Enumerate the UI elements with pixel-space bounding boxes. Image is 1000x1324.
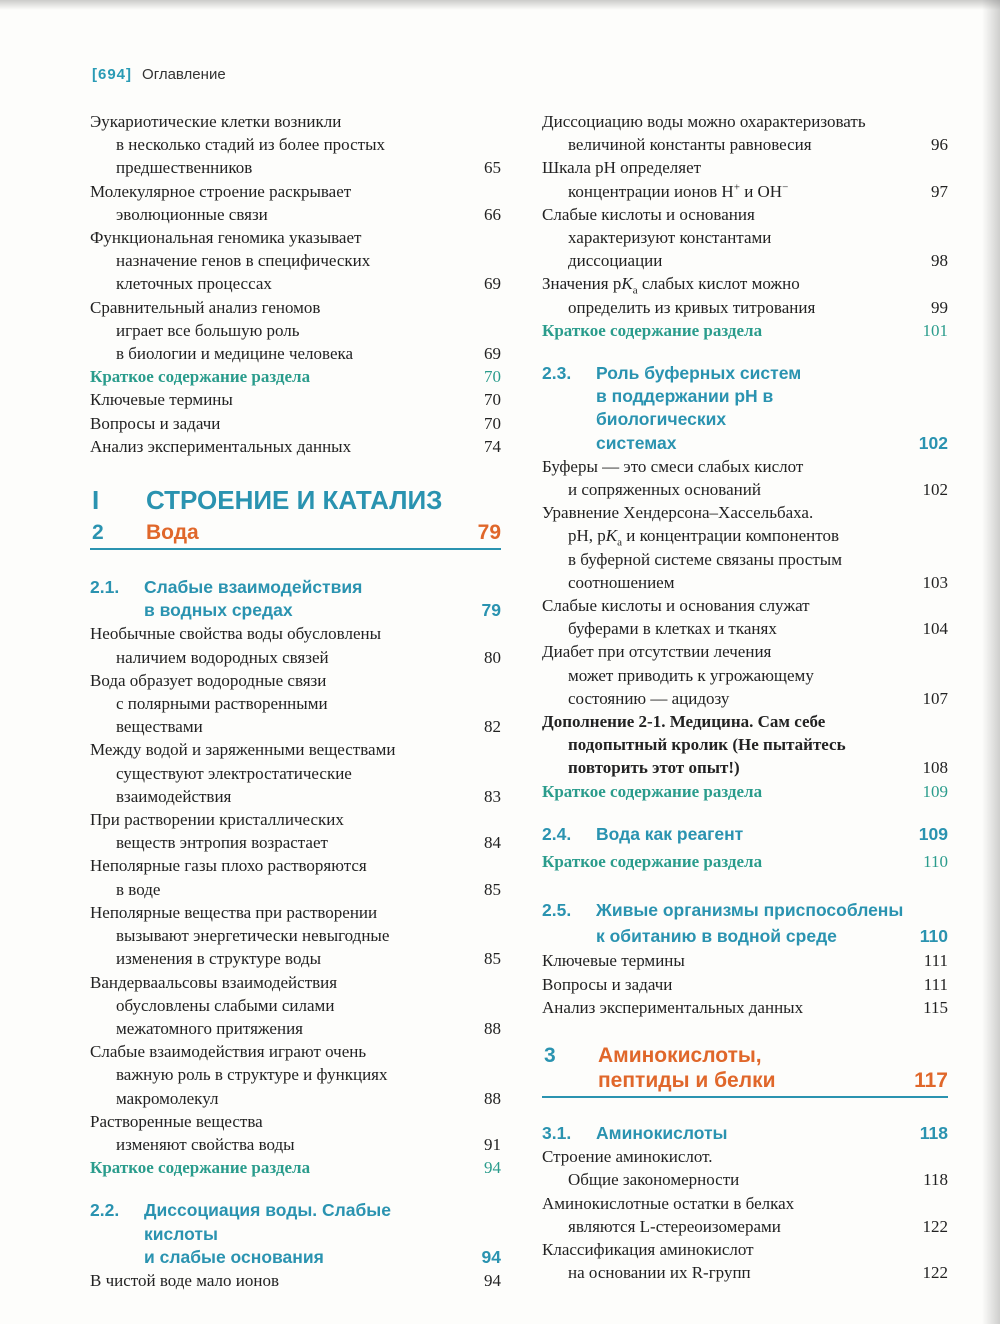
page-ref: 79 xyxy=(477,521,501,545)
page-ref: 122 xyxy=(922,1216,948,1236)
toc-entry[interactable]: Вопросы и задачи 70 xyxy=(90,412,501,435)
toc-entry[interactable]: Неполярные вещества при растворении вызывают энергетически невыгодные изменения в структуре воды 85 xyxy=(90,901,501,971)
page-ref: 69 xyxy=(484,274,501,294)
section-number: 2.4. xyxy=(542,823,572,844)
page-ref: 80 xyxy=(484,647,501,667)
page-ref: 84 xyxy=(484,833,501,853)
toc-entry[interactable]: Необычные свойства воды обусловлены наличием водородных связей 80 xyxy=(90,622,501,668)
page-ref: 94 xyxy=(484,1270,501,1290)
left-column xyxy=(90,110,501,1292)
toc-entry[interactable]: Сравнительный анализ геномов играет все большую роль в биологии и медицине человека 69 xyxy=(90,296,501,366)
toc-entry[interactable]: Значения $pK_a$ слабых кислот можно определить из кривых титрования 99 xyxy=(542,272,948,318)
page-ref: 110 xyxy=(923,852,948,872)
toc-entry[interactable]: Функциональная геномика указывает назначение генов в специфических клеточных процессах 69 xyxy=(90,226,501,296)
page-ref: 65 xyxy=(484,158,501,178)
toc-entry[interactable]: Классификация аминокислот на основании их R-групп 122 xyxy=(542,1238,948,1284)
toc-entry[interactable]: Буферы — это смеси слабых кислот и сопряженных оснований 102 xyxy=(542,455,948,501)
toc-entry[interactable]: Неполярные газы плохо растворяются в воде 85 xyxy=(90,854,501,900)
page-ref: 102 xyxy=(922,480,948,500)
toc-summary-entry[interactable]: Краткое содержание раздела 94 xyxy=(90,1156,501,1179)
page-ref: 97 xyxy=(931,181,948,201)
section-number: 3.1. xyxy=(542,1122,572,1143)
page-ref: 66 xyxy=(484,204,501,224)
toc-box-entry[interactable]: Дополнение 2-1. Медицина. Сам себе подопытный кролик (Не пытайтесь повторить этот опыт!) 108 xyxy=(542,710,948,780)
page-ref: 103 xyxy=(922,572,948,592)
page-ref: 70 xyxy=(484,390,501,410)
page-ref: 70 xyxy=(484,413,501,433)
scan-top-shadow xyxy=(0,0,1000,10)
right-column xyxy=(542,110,948,1284)
toc-entry[interactable]: Эукариотические клетки возникли в несколько стадий из более простых предшественников 65 xyxy=(90,110,501,180)
toc-entry[interactable]: В чистой воде мало ионов 94 xyxy=(90,1269,501,1292)
toc-summary-entry[interactable]: Краткое содержание раздела 110 xyxy=(542,850,948,873)
page-ref: 85 xyxy=(484,949,501,969)
chapter-number: 2 xyxy=(92,521,104,545)
page-ref: 88 xyxy=(484,1088,501,1108)
page-ref: 74 xyxy=(484,436,501,456)
toc-entry[interactable]: Вода образует водородные связи с полярными растворенными веществами 82 xyxy=(90,669,501,739)
toc-entry[interactable]: Вопросы и задачи 111 xyxy=(542,973,948,996)
section-heading[interactable]: 2.3. Роль буферных систем в поддержании pH в биологических системах 102 xyxy=(542,362,948,455)
part-number: I xyxy=(92,485,100,516)
toc-entry[interactable]: Аминокислотные остатки в белках являются L-стереоизомерами 122 xyxy=(542,1192,948,1238)
toc-entry[interactable]: Уравнение Хендерсона–Хассельбаха. pH, $pK_a$ и концентрации компонентов в буферной системе связаны простым соотношением 103 xyxy=(542,501,948,594)
page-ref: 69 xyxy=(484,344,501,364)
toc-entry[interactable]: Слабые взаимодействия играют очень важную роль в структуре и функциях макромолекул 88 xyxy=(90,1040,501,1110)
page-ref: 94 xyxy=(484,1158,501,1178)
page-ref: 122 xyxy=(922,1263,948,1283)
page-ref: 82 xyxy=(484,717,501,737)
page-header xyxy=(92,66,226,83)
header-title: Оглавление xyxy=(142,66,226,83)
section-number: 2.3. xyxy=(542,363,572,384)
chapter-heading[interactable]: 3 Аминокислоты, пептиды и белки 117 xyxy=(542,1043,948,1098)
toc-entry[interactable]: Анализ экспериментальных данных 74 xyxy=(90,435,501,458)
toc-entry[interactable]: Слабые кислоты и основания характеризуют константами диссоциации 98 xyxy=(542,203,948,273)
section-heading[interactable]: 3.1. Аминокислоты 118 xyxy=(542,1122,948,1145)
section-heading[interactable]: 2.5. Живые организмы приспособлены к обитанию в водной среде 110 xyxy=(542,897,948,949)
toc-summary-entry[interactable]: Краткое содержание раздела 109 xyxy=(542,780,948,803)
page-ref: 94 xyxy=(481,1246,501,1267)
toc-entry[interactable]: Растворенные вещества изменяют свойства воды 91 xyxy=(90,1110,501,1156)
page-ref: 118 xyxy=(923,1170,948,1190)
toc-entry[interactable]: Ключевые термины 70 xyxy=(90,388,501,411)
page-ref: 102 xyxy=(918,432,948,453)
part-title: СТРОЕНИЕ И КАТАЛИЗ xyxy=(146,485,443,516)
page-ref: 111 xyxy=(923,951,948,971)
section-heading[interactable]: 2.4. Вода как реагент 109 xyxy=(542,823,948,846)
page-ref: 109 xyxy=(918,823,948,844)
page-ref: 115 xyxy=(923,997,948,1017)
toc-entry[interactable]: Молекулярное строение раскрывает эволюционные связи 66 xyxy=(90,180,501,226)
toc-entry[interactable]: Между водой и заряженными веществами существуют электростатические взаимодействия 83 xyxy=(90,738,501,808)
page-ref: 118 xyxy=(919,1122,948,1143)
chapter-title: Вода xyxy=(146,521,199,545)
page-ref: 117 xyxy=(914,1068,948,1092)
toc-entry[interactable]: Шкала pH определяет концентрации ионов H+ и OH− 97 xyxy=(542,156,948,202)
page-ref: 99 xyxy=(931,297,948,317)
page-ref: 79 xyxy=(481,600,501,621)
page-ref: 96 xyxy=(931,135,948,155)
section-heading[interactable]: 2.1. Слабые взаимодействия в водных средах 79 xyxy=(90,576,501,622)
page-ref: 98 xyxy=(931,251,948,271)
page-ref: 104 xyxy=(922,619,948,639)
toc-entry[interactable]: Диссоциацию воды можно охарактеризовать величиной константы равновесия 96 xyxy=(542,110,948,156)
page-ref: 108 xyxy=(922,758,948,778)
section-number: 2.1. xyxy=(90,577,120,598)
page-ref: 70 xyxy=(484,367,501,387)
section-heading[interactable]: 2.2. Диссоциация воды. Слабые кислоты и слабые основания 94 xyxy=(90,1199,501,1269)
section-number: 2.2. xyxy=(90,1200,120,1221)
chapter-heading[interactable] xyxy=(90,520,501,550)
section-number: 2.5. xyxy=(542,900,572,921)
toc-entry[interactable]: Вандерваальсовы взаимодействия обусловлены слабыми силами межатомного притяжения 88 xyxy=(90,971,501,1041)
toc-entry[interactable]: Анализ экспериментальных данных 115 xyxy=(542,996,948,1019)
part-heading[interactable] xyxy=(90,484,501,516)
page-ref: 111 xyxy=(923,974,948,994)
toc-entry[interactable]: Диабет при отсутствии лечения может приводить к угрожающему состоянию — ацидозу 107 xyxy=(542,640,948,710)
toc-entry[interactable]: При растворении кристаллических веществ энтропия возрастает 84 xyxy=(90,808,501,854)
page-ref: 91 xyxy=(484,1134,501,1154)
page-ref: 109 xyxy=(922,781,948,801)
toc-entry[interactable]: Ключевые термины 111 xyxy=(542,949,948,972)
toc-summary-entry[interactable]: Краткое содержание раздела 70 xyxy=(90,365,501,388)
page-ref: 88 xyxy=(484,1018,501,1038)
page-ref: 83 xyxy=(484,786,501,806)
toc-entry[interactable]: Слабые кислоты и основания служат буферами в клетках и тканях 104 xyxy=(542,594,948,640)
page-ref: 107 xyxy=(922,688,948,708)
chapter-number: 3 xyxy=(544,1043,556,1067)
page-ref: 101 xyxy=(922,320,948,340)
toc-entry[interactable]: Строение аминокислот. Общие закономерности 118 xyxy=(542,1145,948,1191)
page-ref: 85 xyxy=(484,879,501,899)
page-number: [694] xyxy=(92,66,133,83)
page-ref: 110 xyxy=(919,926,948,947)
scan-edge-shadow xyxy=(982,0,1000,1324)
toc-summary-entry[interactable]: Краткое содержание раздела 101 xyxy=(542,319,948,342)
